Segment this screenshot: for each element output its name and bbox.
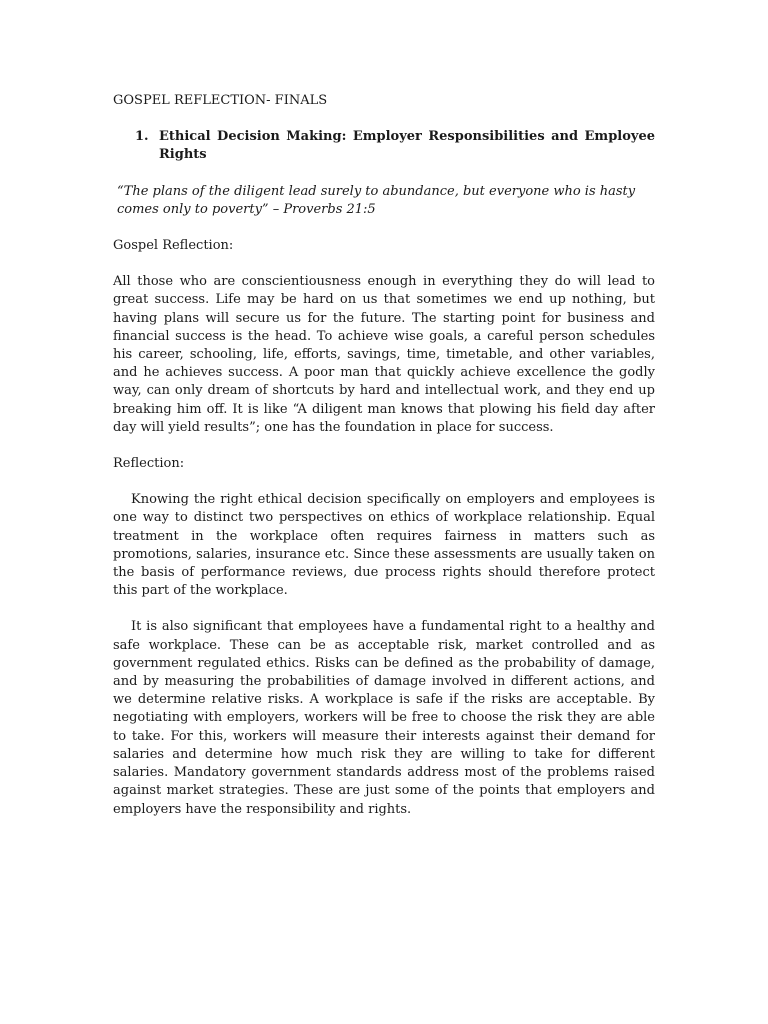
section-number: 1.: [135, 129, 149, 145]
reflection-paragraph-1: Knowing the right ethical decision specifically on employers and employees is one way to distinct two perspectives on ethics of workplace relationship. Equal treatment in the workplace often requires fairness in matters such as promotions, salaries, insurance etc. Since these assessments are usually taken on the basis of performance reviews, due process rights should therefore protect this part of the workplace.: [113, 492, 655, 599]
gospel-reflection-paragraph: All those who are conscientiousness enough in everything they do will lead to great success. Life may be hard on us that sometimes we end up nothing, but having plans will secure us for the future. The starting point for business and financial success is the head. To achieve wise goals, a careful person schedules his career, schooling, life, efforts, savings, time, timetable, and other variables, and he achieves success. A poor man that quickly achieve excellence the godly way, can only dream of shortcuts by hard and intellectual work, and they end up breaking him off. It is like “A diligent man knows that plowing his field day after day will yield results”; one has the foundation in place for success.: [113, 274, 655, 435]
document-page: [113, 92, 655, 837]
document-title: GOSPEL REFLECTION- FINALS: [113, 93, 328, 108]
gospel-reflection-label: Gospel Reflection:: [113, 238, 234, 254]
reflection-label: Reflection:: [113, 456, 185, 472]
bible-quote: “The plans of the diligent lead surely to abundance, but everyone who is hasty comes only to poverty” – Proverbs 21:5: [117, 183, 636, 217]
section-heading-text: Ethical Decision Making: Employer Responsibilities and Employee Rights: [159, 129, 655, 163]
reflection-paragraph-2: It is also significant that employees have a fundamental right to a healthy and safe workplace. These can be as acceptable risk, market controlled and as government regulated ethics. Risks can be defined as the probability of damage, and by measuring the probabilities of damage involved in different actions, and we determine relative risks. A workplace is safe if the risks are acceptable. By negotiating with employers, workers will be free to choose the risk they are able to take. For this, workers will measure their interests against their demand for salaries and determine how much risk they are willing to take for different salaries. Mandatory government standards address most of the problems raised against market strategies. These are just some of the points that employers and employers have the responsibility and rights.: [113, 619, 655, 817]
section-heading: [113, 128, 655, 164]
